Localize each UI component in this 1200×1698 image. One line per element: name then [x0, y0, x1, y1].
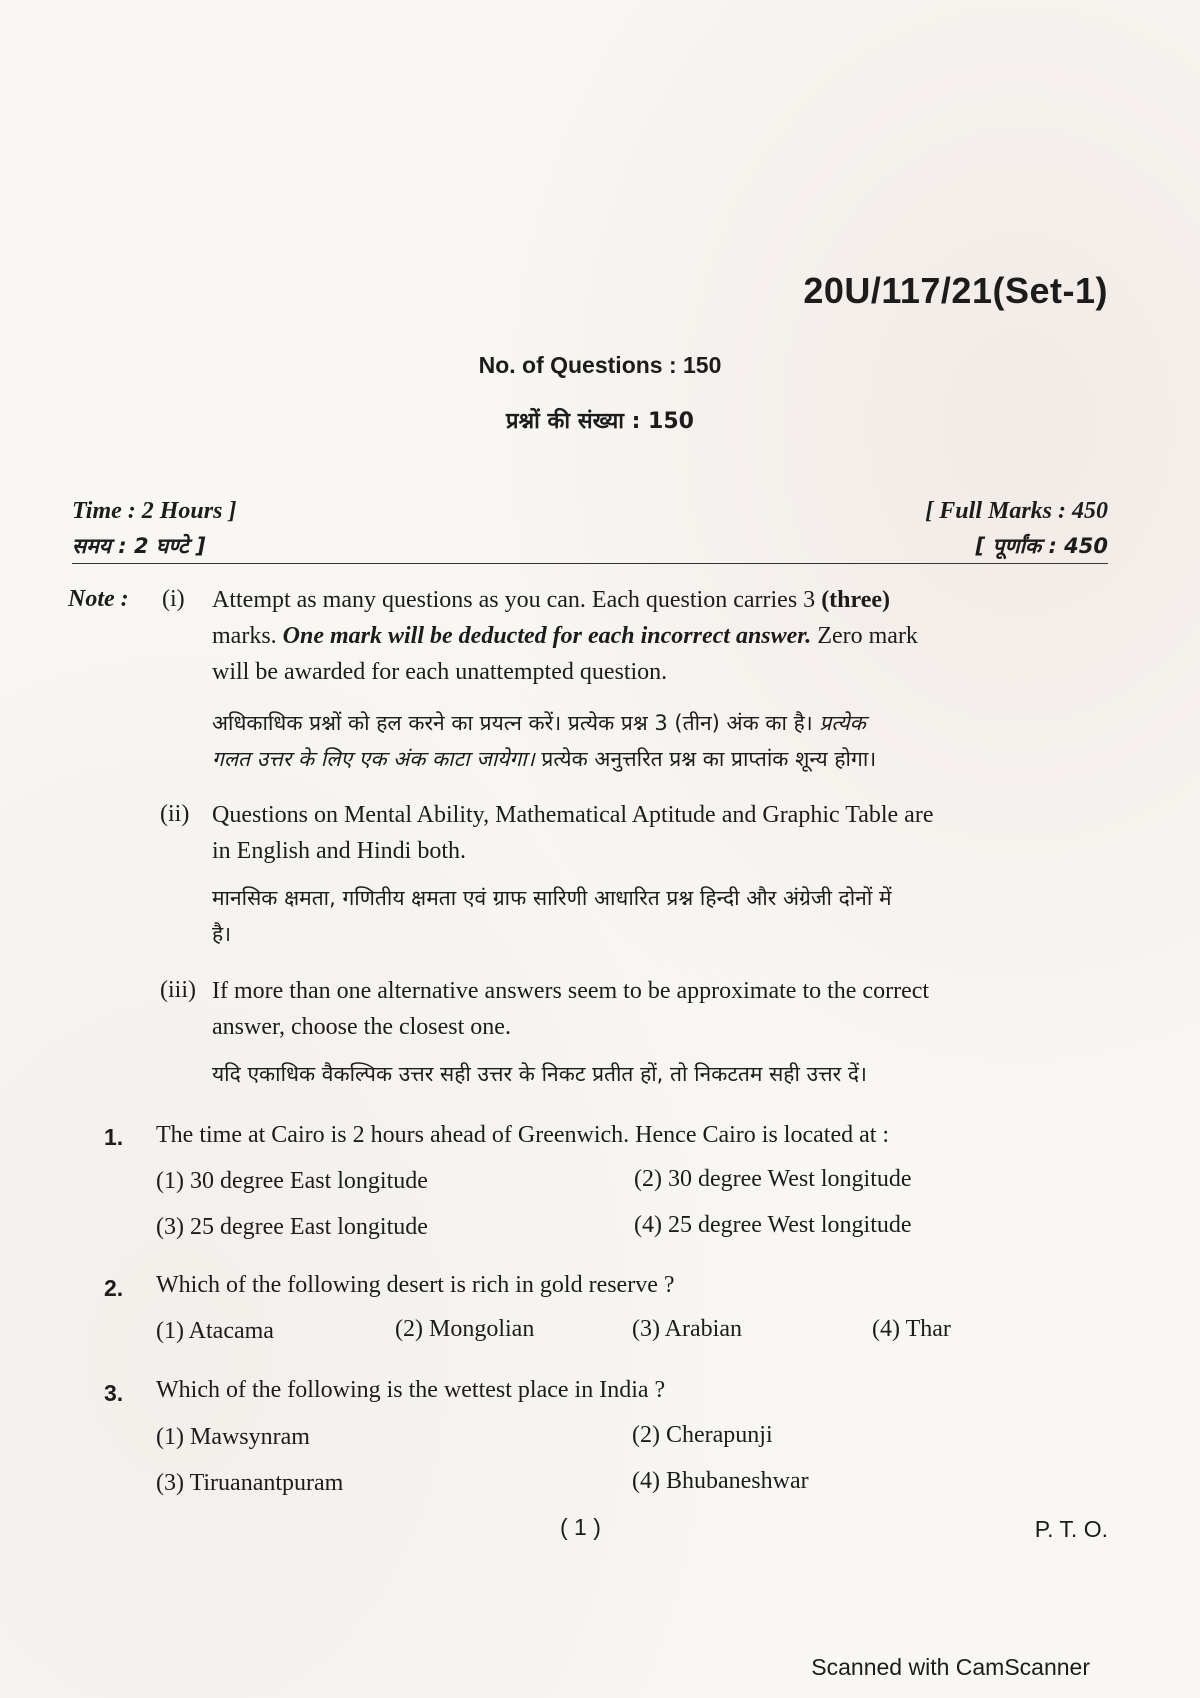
note-1-en [212, 582, 1112, 690]
question-text: Which of the following desert is rich in gold reserve ? [156, 1272, 675, 1298]
note-label: Note : [68, 586, 129, 612]
note-2-en-line-2: in English and Hindi both. [212, 838, 466, 864]
scanner-watermark: Scanned with CamScanner [811, 1654, 1090, 1680]
note-2-en [212, 797, 1117, 869]
question-text: The time at Cairo is 2 hours ahead of Greenwich. Hence Cairo is located at : [156, 1122, 890, 1148]
option: (4) 25 degree West longitude [634, 1212, 912, 1238]
note-1-en-line-1: Attempt as many questions as you can. Each question carries 3 (three) [212, 587, 891, 613]
note-2-hi-line-1: मानसिक क्षमता, गणितीय क्षमता एवं ग्राफ सारिणी आधारित प्रश्न हिन्दी और अंग्रेजी दोनों में [212, 886, 892, 910]
time-en: Time : 2 Hours ] [72, 498, 237, 524]
note-3-en [212, 973, 1117, 1045]
note-number: (iii) [160, 977, 196, 1003]
option: (3) Tiruanantpuram [156, 1470, 344, 1496]
note-3-hi [212, 1056, 1117, 1092]
note-1-hi-line-2: गलत उत्तर के लिए एक अंक काटा जायेगा। प्रत्येक अनुत्तरित प्रश्न का प्राप्तांक शून्य होगा। [212, 747, 877, 771]
question-number: 1. [104, 1124, 124, 1150]
question-number: 3. [104, 1380, 124, 1406]
option: (2) Cherapunji [632, 1422, 773, 1448]
note-2-hi-line-2: है। [212, 922, 232, 946]
option: (1) Mawsynram [156, 1424, 310, 1450]
full-marks-hi: [ पूर्णांक : 450 [975, 534, 1108, 558]
note-number: (ii) [160, 801, 190, 827]
questions-count-en: No. of Questions : 150 [478, 352, 722, 378]
note-1-hi [212, 705, 1117, 777]
note-1-en-line-2: marks. One mark will be deducted for each incorrect answer. Zero mark [212, 623, 918, 649]
header-divider [72, 563, 1108, 564]
pto-label: P. T. O. [1034, 1516, 1108, 1542]
time-hi: समय : 2 घण्टे ] [72, 534, 206, 558]
option: (4) Thar [872, 1316, 951, 1342]
full-marks-en: [ Full Marks : 450 [925, 498, 1108, 524]
question-text: Which of the following is the wettest place in India ? [156, 1377, 666, 1403]
option: (3) 25 degree East longitude [156, 1214, 428, 1240]
note-3-hi-line-1: यदि एकाधिक वैकल्पिक उत्तर सही उत्तर के निकट प्रतीत हों, तो निकटतम सही उत्तर दें। [212, 1062, 867, 1086]
page-number: ( 1 ) [560, 1514, 601, 1540]
note-3-en-line-2: answer, choose the closest one. [212, 1014, 511, 1040]
option: (4) Bhubaneshwar [632, 1468, 809, 1494]
note-2-hi [212, 880, 1117, 952]
option: (3) Arabian [632, 1316, 742, 1342]
note-1-en-line-3: will be awarded for each unattempted question. [212, 659, 668, 685]
option: (1) Atacama [156, 1318, 274, 1344]
note-1-hi-line-1: अधिकाधिक प्रश्नों को हल करने का प्रयत्न करें। प्रत्येक प्रश्न 3 (तीन) अंक का है। प्रत्येक [212, 711, 866, 735]
option: (2) 30 degree West longitude [634, 1166, 912, 1192]
option: (1) 30 degree East longitude [156, 1168, 428, 1194]
note-number: (i) [162, 586, 185, 612]
questions-count-hi: प्रश्नों की संख्या : 150 [506, 409, 694, 434]
note-2-en-line-1: Questions on Mental Ability, Mathematical Aptitude and Graphic Table are [212, 802, 934, 828]
option: (2) Mongolian [395, 1316, 535, 1342]
paper-code: 20U/117/21(Set-1) [803, 270, 1108, 311]
question-number: 2. [104, 1275, 124, 1301]
note-3-en-line-1: If more than one alternative answers seem to be approximate to the correct [212, 978, 930, 1004]
